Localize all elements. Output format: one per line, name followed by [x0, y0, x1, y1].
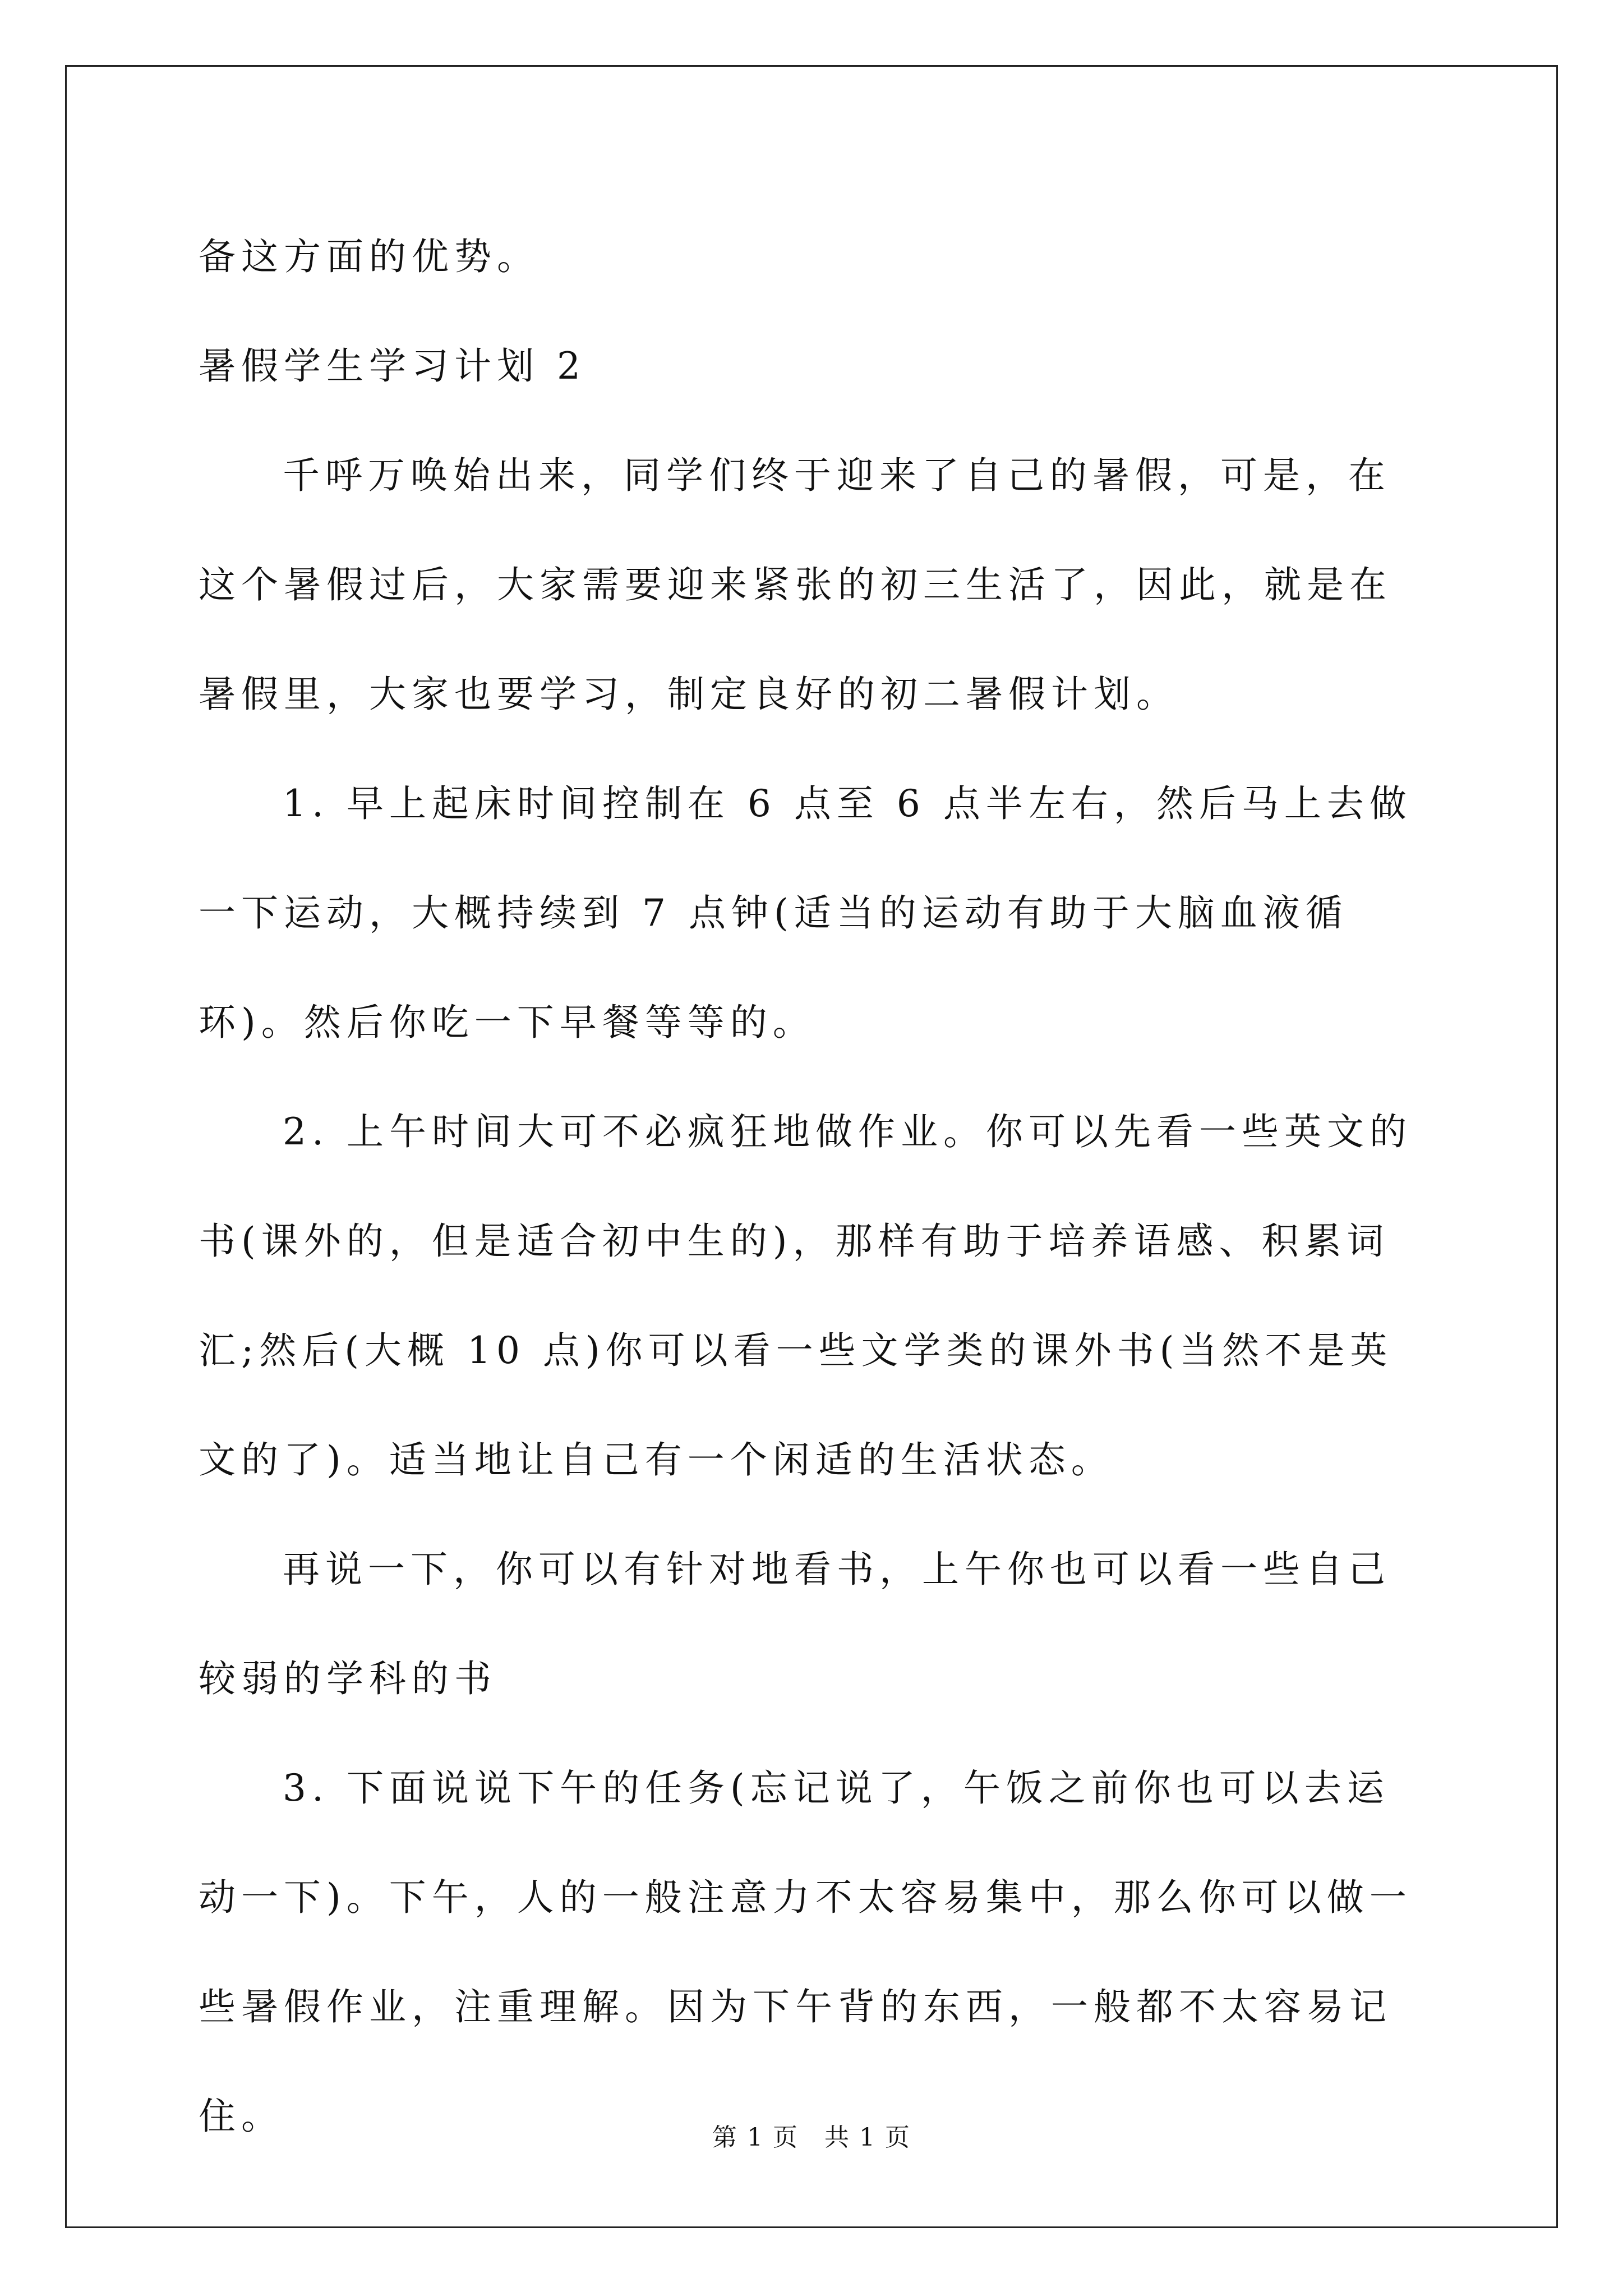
document-body: [199, 202, 1430, 2171]
paragraph-4: 再说一下，你可以有针对地看书，上午你也可以看一些自己较弱的学科的书: [199, 1548, 1391, 1700]
page-footer: 第 1 页 共 1 页: [712, 2123, 911, 2152]
paragraph-2: 1. 早上起床时间控制在 6 点至 6 点半左右，然后马上去做一下运动，大概持续到 7 点钟(适当的运动有助于大脑血液循环)。然后你吃一下早餐等等的。: [199, 782, 1412, 1044]
intro-line: 备这方面的优势。: [199, 235, 540, 278]
paragraph-1: 千呼万唤始出来，同学们终于迎来了自己的暑假，可是，在这个暑假过后，大家需要迎来紧张的初三生活了，因此，就是在暑假里，大家也要学习，制定良好的初二暑假计划。: [199, 454, 1392, 716]
section-heading: 暑假学生学习计划 2: [199, 344, 586, 388]
paragraph-5: 3. 下面说说下午的任务(忘记说了，午饭之前你也可以去运动一下)。下午，人的一般注意力不太容易集中，那么你可以做一些暑假作业，注重理解。因为下午背的东西，一般都不太容易记住。: [199, 1766, 1412, 2138]
paragraph-3: 2. 上午时间大可不必疯狂地做作业。你可以先看一些英文的书(课外的，但是适合初中生的)，那样有助于培养语感、积累词汇;然后(大概 10 点)你可以看一些文学类的课外书(当然不是英文的了)。适当地让自己有一个闲适的生活状态。: [199, 1110, 1412, 1481]
